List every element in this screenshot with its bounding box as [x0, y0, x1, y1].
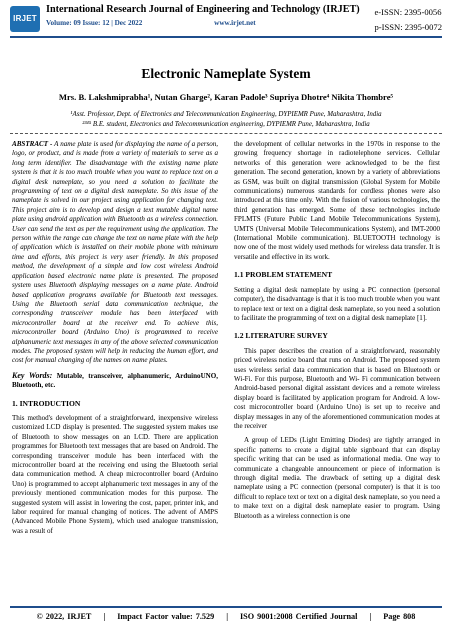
affiliations [0, 110, 452, 130]
footer-iso: ISO 9001:2008 Certified Journal [240, 612, 358, 621]
author-list: Mrs. B. Lakshmiprabha¹, Nutan Gharge², Karan Padole³ Supriya Dhotre⁴ Nikita Thombre⁵ [58, 92, 394, 102]
section-heading-literature-survey: 1.2 LITERATURE SURVEY [234, 331, 328, 341]
keywords [12, 371, 218, 391]
footer-divider [10, 606, 442, 608]
footer-separator: | [369, 612, 372, 621]
section-heading-introduction: 1. INTRODUCTION [12, 398, 81, 408]
footer-copyright: © 2022, IRJET [36, 612, 92, 621]
journal-header [0, 0, 452, 38]
section-heading-problem-statement: 1.1 PROBLEM STATEMENT [234, 270, 333, 280]
introduction-body: This method's development of a straightforward, inexpensive wireless customized LCD display is presented. The suggested system makes use of Bluetooth to show messages on an LCD. There are application programmes for Bluetooth text messages that are based on Android. The corresponding transceiver module has been interfaced with the microcontroller board at the receiving end using the Bluetooth serial data communication method. A cheap microcontroller board (Arduino Uno) is programmed to accept alphanumeric text messages in any of the previously mentioned communication modes for this purpose. The suggested system will assist in lowering the cost, paper, printer ink, and labor required for manual changing of notices. The advent of AMPS (Advanced Mobile Phone System), which used analogue transmission, was a result of [12, 413, 218, 535]
right-column [234, 140, 440, 526]
abstract-label: ABSTRACT - [12, 140, 53, 148]
abstract [12, 140, 218, 366]
literature-survey-paragraph-1: This paper describes the creation of a straightforward, reasonably priced wireless notice board that runs on Android. The proposed system uses wireless serial data communication that is based on Bluetooth or Wi-Fi. For this purpose, Bluetooth and Wi- Fi communication between Android-based personal digital assistant devices and a remote wireless display board is facilitated by application program for Android. A low-cost microcontroller board (Arduino Uno) is set up to receive and display messages in any of the aforementioned communication modes at the receiver [234, 346, 440, 430]
keywords-list: Mutable, transceiver, alphanumeric, ArduinoUNO, Bluetooth, etc. [12, 371, 218, 390]
issn-block [374, 5, 442, 35]
problem-statement-body: Setting a digital desk nameplate by using a PC connection (personal computer), the disadvantage is that it is too much trouble when you want to replace text or text on a digital desk nameplate, so you need a solution to facilitate the programming of text on a digital desk nameplate [1]. [234, 285, 440, 322]
left-column [12, 140, 218, 541]
affiliation-1: ¹Asst. Professor, Dept. of Electronics and Telecommunication Engineering, DYPIEMR Pune, Maharashtra, India [70, 111, 382, 118]
header-divider [10, 36, 442, 38]
pissn: p-ISSN: 2395-0072 [374, 22, 442, 32]
literature-survey-paragraph-2: A group of LEDs (Light Emitting Diodes) are tightly arranged in specific patterns to create a digital table signboard that can display specific writing that can be used as informational media. One way to communicate a changeable announcement or piece of information is through digital media. The drawback of setting up a digital desk nameplate using a PC connection (personal computer) is that it is too difficult to replace text or text on a digital desk nameplate, so you need a to make text on a digital desk nameplate easier to program. Using Bluetooth as a wireless connection is one [234, 436, 440, 520]
footer-separator: | [226, 612, 228, 621]
introduction-continued: the development of cellular networks in the 1970s in response to the growing frequency shortage in radiotelephone services. Cellular networks of this generation were acknowledged to be the first generation. The second generation, known by a variety of abbreviations as GSM, was built on digital transmission (Global System for Mobile communications) numerous standards for cordless phones were also introduced at this time only. With the fusion of various technologies, the third generation has emerged. Some of these technologies include FPLMTS (Future Public Land Mobile Telecommunications System), UMTS (Universal Mobile Telecommunications System), and IMT-2000 (International Mobile communication). BLUETOOTH technology is now one of the most widely used methods for wireless data transfer. It is versatile and effective in its work. [234, 140, 440, 261]
keywords-label: Key Words: [12, 370, 53, 380]
footer-line [10, 612, 442, 621]
volume-issue: Volume: 09 Issue: 12 | Dec 2022 [46, 19, 143, 27]
eissn: e-ISSN: 2395-0056 [374, 7, 442, 17]
section-separator [10, 133, 442, 134]
abstract-body: A name plate is used for displaying the name of a person, logo, or product, and is made from a variety of materials to serve as a long term identifier. The disadvantage with the existing name plate system is that it is too much trouble when you want to replace text on a digital desk nameplate, so you need a solution to facilitate the programming of text on a digital desk nameplate. So this issue of the nameplate is solved in our project using application for changing text. This project aim is to develop and design a text mutable digital name plate using android application with Bluetooth as a wireless connection. User can send the text as per the requirement using the application. The person within the range can change the text on name plate with the help of application which is installed on their mobile phone with minimum time and efforts, this project is very user friendly. In this proposed method, the development of a simple and low cost wireless Android application based electronic name plate is presented. The proposed system uses Bluetooth displaying messages on a name plate. Android based application programs available for Bluetooth text messages. Using the Bluetooth serial data communication technique, the corresponding transceiver module has been interfaced with microcontroller board at the receiver end. To achieve this, microcontroller board (Arduino Uno) is programmed to receive alphanumeric text messages in any of the above selected communication modes. The proposed system will help in reducing the human effort, and cost for manual changing of the names on name plates. [12, 140, 219, 365]
footer-separator: | [103, 612, 106, 621]
paper-title: Electronic Nameplate System [141, 66, 311, 81]
affiliation-2: ²³⁴⁵ B.E. student, Electronics and Telecommunication engineering, DYPIEMR Pune, Maharashtra, India [82, 121, 370, 128]
footer-impact-factor: Impact Factor value: 7.529 [117, 612, 215, 621]
journal-logo: IRJET [10, 6, 40, 32]
journal-name: International Research Journal of Engineering and Technology (IRJET) [46, 4, 360, 15]
footer-page-number: Page 808 [383, 612, 416, 621]
page-footer [10, 606, 442, 621]
journal-website[interactable]: www.irjet.net [214, 19, 256, 27]
journal-volume-line [46, 19, 256, 27]
